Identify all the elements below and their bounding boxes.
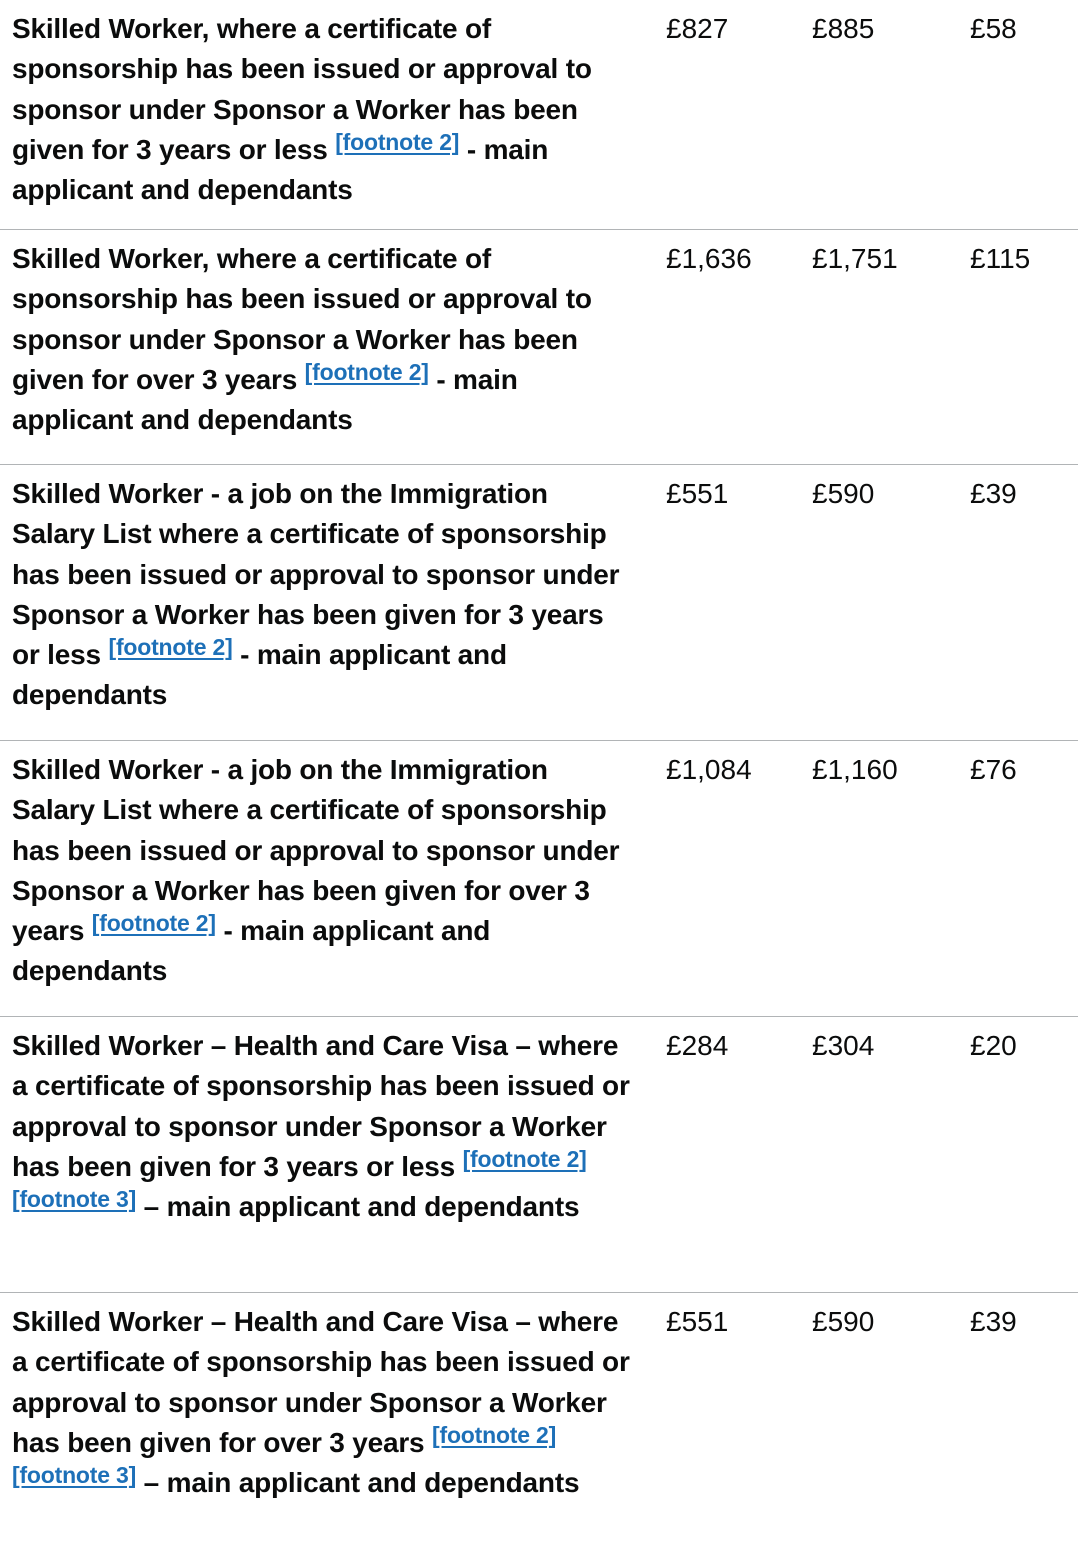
row-label-suffix: – main applicant and dependants bbox=[143, 1191, 580, 1223]
row-label bbox=[12, 750, 634, 992]
fee-cell: £20 bbox=[970, 1030, 1017, 1061]
table-row bbox=[0, 1017, 1078, 1293]
fee-cell: £551 bbox=[666, 478, 729, 509]
row-label bbox=[12, 474, 634, 716]
fee-cell: £551 bbox=[666, 1306, 729, 1337]
row-label-suffix: - main applicant and dependants bbox=[12, 915, 491, 987]
row-label-text: Skilled Worker, where a certificate of sponsorship has been issued or approval to sponsor under Sponsor a Worker has been given for 3 years or less bbox=[12, 13, 592, 165]
fee-cell: £827 bbox=[666, 13, 729, 44]
footnote-2-link[interactable]: [footnote 2] bbox=[335, 128, 460, 155]
row-label-suffix: - main applicant and dependants bbox=[12, 639, 507, 711]
row-label bbox=[12, 9, 634, 210]
table-row bbox=[0, 465, 1078, 741]
fee-cell: £304 bbox=[812, 1030, 875, 1061]
fee-cell: £39 bbox=[970, 478, 1017, 509]
fee-cell: £1,751 bbox=[812, 243, 898, 274]
footnote-2-link[interactable]: [footnote 2] bbox=[462, 1145, 587, 1172]
row-label-suffix: – main applicant and dependants bbox=[143, 1467, 580, 1499]
table-row bbox=[0, 230, 1078, 465]
table-row bbox=[0, 0, 1078, 230]
row-label bbox=[12, 239, 634, 440]
fee-cell: £115 bbox=[970, 243, 1031, 274]
fee-cell: £1,084 bbox=[666, 754, 752, 785]
footnote-2-link[interactable]: [footnote 2] bbox=[432, 1421, 557, 1448]
table-row bbox=[0, 1293, 1078, 1567]
fee-cell: £590 bbox=[812, 478, 875, 509]
row-label-text: Skilled Worker – Health and Care Visa – where a certificate of sponsorship has been issued or approval to sponsor under Sponsor a Worker has been given for over 3 years bbox=[12, 1306, 630, 1458]
row-label bbox=[12, 1026, 634, 1227]
fee-cell: £1,160 bbox=[812, 754, 898, 785]
row-label-text: Skilled Worker, where a certificate of sponsorship has been issued or approval to sponsor under Sponsor a Worker has been given for over 3 years bbox=[12, 243, 592, 395]
row-label bbox=[12, 1302, 634, 1503]
row-label-text: Skilled Worker - a job on the Immigration Salary List where a certificate of sponsorship has been issued or approval to sponsor under Sponsor a Worker has been given for 3 years or less bbox=[12, 478, 620, 671]
fee-cell: £885 bbox=[812, 13, 875, 44]
footnote-2-link[interactable]: [footnote 2] bbox=[108, 634, 233, 661]
footnote-2-link[interactable]: [footnote 2] bbox=[91, 910, 216, 937]
row-label-text: Skilled Worker - a job on the Immigration Salary List where a certificate of sponsorship has been issued or approval to sponsor under Sponsor a Worker has been given for over 3 years bbox=[12, 754, 620, 947]
row-label-suffix: - main applicant and dependants bbox=[12, 363, 518, 436]
fee-cell: £76 bbox=[970, 754, 1017, 785]
footnote-3-link[interactable]: [footnote 3] bbox=[12, 1186, 137, 1213]
fee-cell: £284 bbox=[666, 1030, 729, 1061]
footnote-3-link[interactable]: [footnote 3] bbox=[12, 1462, 137, 1489]
fee-cell: £39 bbox=[970, 1306, 1017, 1337]
row-label-text: Skilled Worker – Health and Care Visa – where a certificate of sponsorship has been issued or approval to sponsor under Sponsor a Worker has been given for 3 years or less bbox=[12, 1030, 630, 1182]
row-label-suffix: - main applicant and dependants bbox=[12, 133, 549, 206]
fee-cell: £1,636 bbox=[666, 243, 752, 274]
fee-cell: £590 bbox=[812, 1306, 875, 1337]
table-row bbox=[0, 741, 1078, 1017]
fee-cell: £58 bbox=[970, 13, 1017, 44]
footnote-2-link[interactable]: [footnote 2] bbox=[304, 358, 429, 385]
